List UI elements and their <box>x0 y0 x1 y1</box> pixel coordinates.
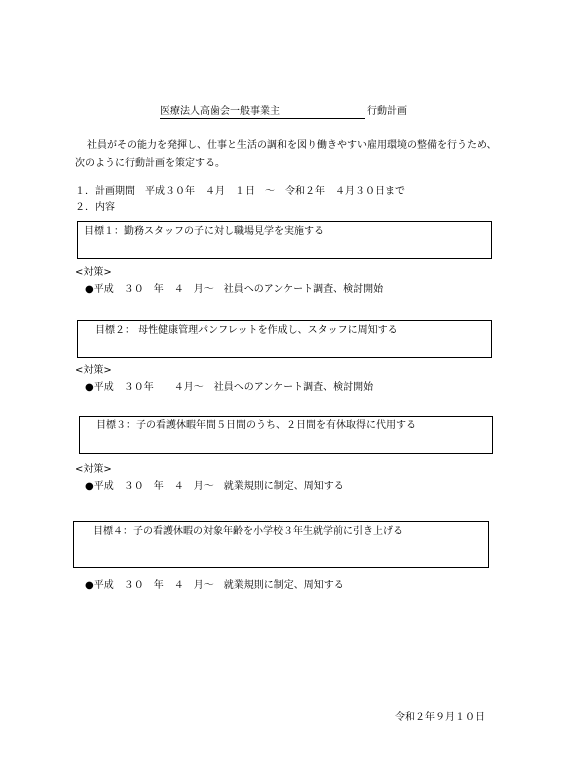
goal-box-3 <box>79 416 493 454</box>
goal-box-4 <box>73 521 489 568</box>
goal-box-2 <box>77 320 492 358</box>
employer-name: 医療法人高歯会一般事業主 <box>160 107 365 119</box>
measures-label-2: <対策> <box>75 365 112 376</box>
measure-1: ●平成 ３０ 年 ４ 月～ 社員へのアンケート調査、検討開始 <box>85 284 384 295</box>
intro-paragraph: 社員がその能力を発揮し、仕事と生活の調和を図り働きやすい雇用環境の整備を行うため、次のように行動計画を策定する。 <box>75 140 497 169</box>
goal-1-text: 目標１：勤務スタッフの子に対し職場見学を実施する <box>84 226 324 237</box>
content-heading: ２．内容 <box>75 202 115 213</box>
plan-period: １．計画期間 平成３０年 ４月 １日 ～ 令和２年 ４月３０日まで <box>75 186 405 197</box>
goal-2-text: 目標２： 母性健康管理パンフレットを作成し、スタッフに周知する <box>95 325 398 336</box>
document-date: 令和２年９月１０日 <box>395 712 485 723</box>
measure-2: ●平成 ３０年 ４月～ 社員へのアンケート調査、検討開始 <box>85 382 374 393</box>
measures-label-1: <対策> <box>75 267 112 278</box>
goal-box-1 <box>77 221 492 259</box>
measure-3: ●平成 ３０ 年 ４ 月～ 就業規則に制定、周知する <box>85 481 344 492</box>
measures-label-3: <対策> <box>75 464 112 475</box>
goal-3-text: 目標３：子の看護休暇年間５日間のうち、２日間を有休取得に代用する <box>96 420 416 431</box>
measure-4: ●平成 ３０ 年 ４ 月～ 就業規則に制定、周知する <box>85 580 344 591</box>
goal-4-text: 目標４：子の看護休暇の対象年齢を小学校３年生就学前に引き上げる <box>93 526 403 537</box>
plan-title: 行動計画 <box>367 106 407 117</box>
